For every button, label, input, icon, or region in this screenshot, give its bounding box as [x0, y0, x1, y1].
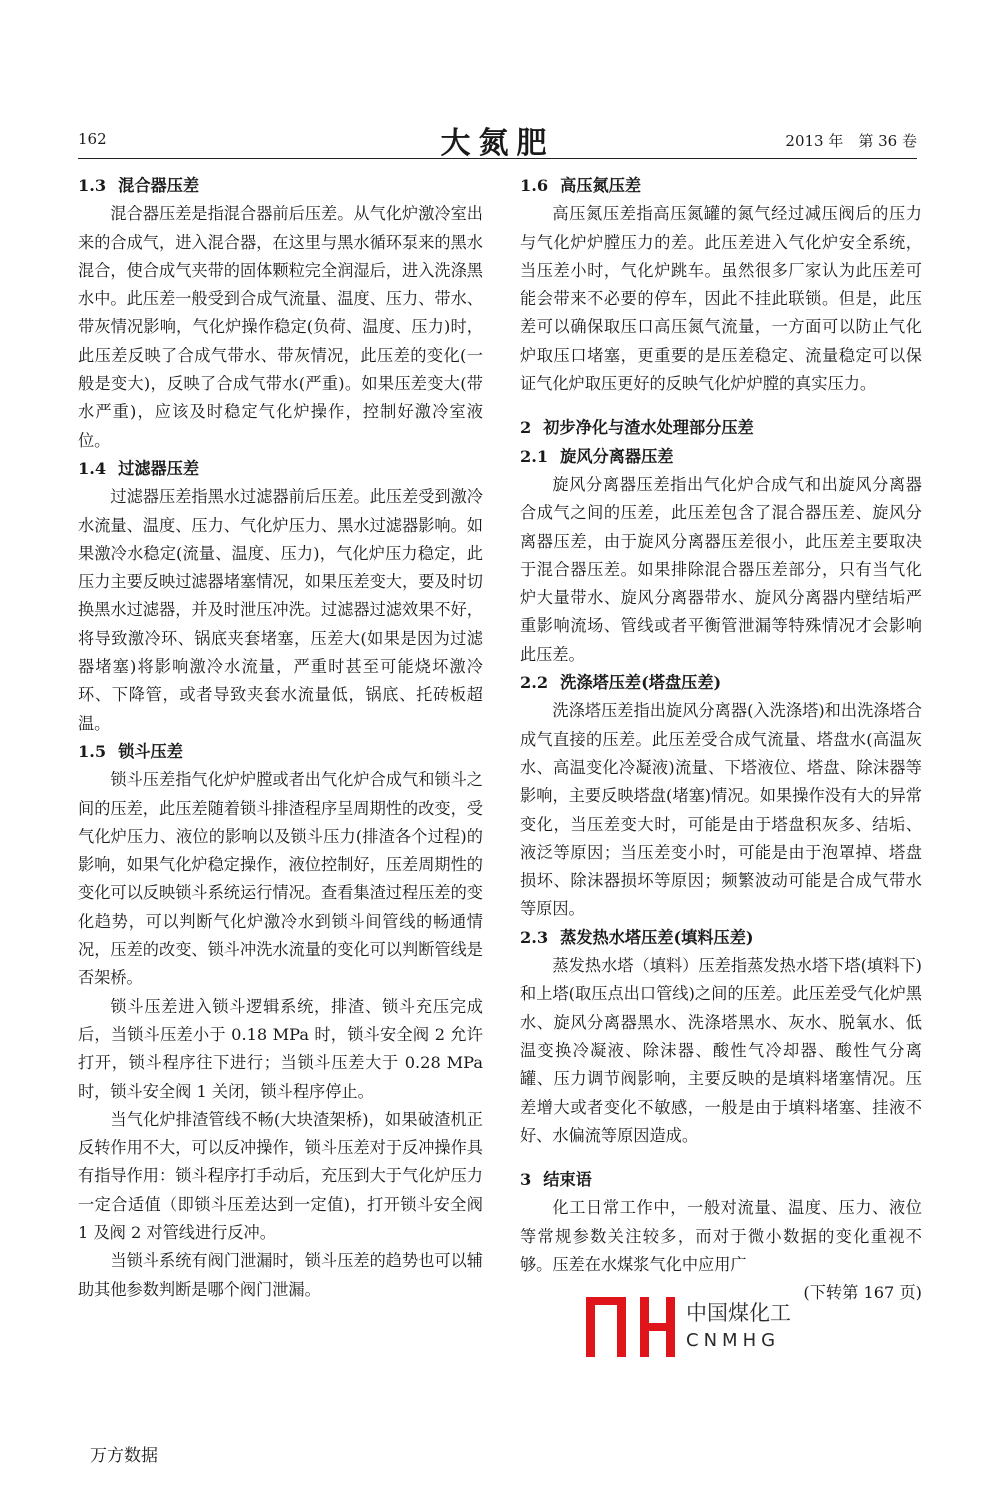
right-column — [520, 172, 922, 1308]
paragraph: 化工日常工作中，一般对流量、温度、压力、液位等常规参数关注较多，而对于微小数据的变化重视不够。压差在水煤浆气化中应用广 — [520, 1198, 922, 1274]
section-heading: 1.3 混合器压差 — [78, 176, 200, 195]
journal-title: 大氮肥 — [440, 126, 555, 161]
section-heading: 2.1 旋风分离器压差 — [520, 446, 674, 466]
paragraph: 旋风分离器压差指出气化炉合成气和出旋风分离器合成气之间的压差，此压差包含了混合器压差、旋风分离器压差，由于旋风分离器压差很小，此压差主要取决于混合器压差。如果排除混合器压差部分，只有当气化炉大量带水、旋风分离器带水、旋风分离器内壁结垢严重影响流场、管线或者平衡管泄漏等特殊情况才会影响此压差。 — [520, 474, 922, 664]
paragraph: 高压氮压差指高压氮罐的氮气经过减压阀后的压力与气化炉炉膛压力的差。此压差进入气化炉安全系统，当压差小时，气化炉跳车。虽然很多厂家认为此压差可能会带来不必要的停车，因此不挂此联锁。但是，此压差可以确保取压口高压氮气流量，一方面可以防止气化炉取压口堵塞，更重要的是压差稳定、流量稳定可以保证气化炉取压更好的反映气化炉炉膛的真实压力。 — [520, 204, 922, 394]
spacer — [520, 398, 922, 414]
continued-note: (下转第 167 页) — [803, 1283, 922, 1303]
section-heading: 2.2 洗涤塔压差(塔盘压差) — [520, 673, 722, 693]
paragraph: 洗涤塔压差指出旋风分离器(入洗涤塔)和出洗涤塔合成气直接的压差。此压差受合成气流量、塔盘水(高温灰水、高温变化冷凝液)流量、下塔液位、塔盘、除沫器等影响，主要反映塔盘(堵塞)情况。如果操作没有大的异常变化，当压差变大时，可能是由于塔盘积灰多、结垢、液泛等原因；当压差变小时，可能是由于泡罩掉、塔盘损坏、除沫器损坏等原因；频繁波动可能是合成气带水等原因。 — [520, 701, 922, 919]
section-heading: 2.3 蒸发热水塔压差(填料压差) — [520, 927, 754, 947]
chapter-heading: 2 初步净化与渣水处理部分压差 — [520, 418, 754, 438]
watermark-cn: 中国煤化工 — [686, 1297, 791, 1327]
left-column — [78, 172, 483, 1304]
paragraph: 锁斗压差指气化炉炉膛或者出气化炉合成气和锁斗之间的压差，此压差随着锁斗排渣程序呈周期性的改变，受气化炉压力、液位的影响以及锁斗压力(排渣各个过程)的影响，如果气化炉稳定操作，液位控制好，压差周期性的变化可以反映锁斗系统运行情况。查看集渣过程压差的变化趋势，可以判断气化炉激冷水到锁斗间管线的畅通情况，压差的改变、锁斗冲洗水流量的变化可以判断管线是否架桥。 — [78, 770, 483, 988]
header-rule — [78, 158, 917, 159]
paragraph: 锁斗压差进入锁斗逻辑系统，排渣、锁斗充压完成后，当锁斗压差小于 0.18 MPa 时，锁斗安全阀 2 允许打开，锁斗程序往下进行；当锁斗压差大于 0.28 MPa 时，锁斗安全阀 1 关闭，锁斗程序停止。 — [78, 996, 483, 1101]
section-heading: 1.5 锁斗压差 — [78, 741, 183, 761]
paragraph: 混合器压差是指混合器前后压差。从气化炉激冷室出来的合成气，进入混合器，在这里与黑水循环泵来的黑水混合，使合成气夹带的固体颗粒完全润湿后，进入洗涤黑水中。此压差一般受到合成气流量、温度、压力、带水、带灰情况影响，气化炉操作稳定(负荷、温度、压力)时，此压差反映了合成气带水、带灰情况，此压差的变化(一般是变大)，反映了合成气带水(严重)。如果压差变大(带水严重)，应该及时稳定气化炉操作，控制好激冷室液位。 — [78, 204, 483, 450]
page-header — [78, 118, 917, 161]
section-heading: 1.4 过滤器压差 — [78, 458, 200, 478]
paragraph: 过滤器压差指黑水过滤器前后压差。此压差受到激冷水流量、温度、压力、气化炉压力、黑水过滤器影响。如果激冷水稳定(流量、温度、压力)，气化炉压力稳定，此压力主要反映过滤器堵塞情况，如果压差变大，要及时切换黑水过滤器，并及时泄压冲洗。过滤器过滤效果不好，将导致激冷环、锅底夹套堵塞，压差大(如果是因为过滤器堵塞)将影响激冷水流量，严重时甚至可能烧坏激冷环、下降管，或者导致夹套水流量低，锅底、托砖板超温。 — [78, 487, 483, 733]
paragraph: 蒸发热水塔（填料）压差指蒸发热水塔下塔(填料下)和上塔(取压点出口管线)之间的压差。此压差受气化炉黑水、旋风分离器黑水、洗涤塔黑水、灰水、脱氧水、低温变换冷凝液、除沫器、酸性气冷却器、酸性气分离罐、压力调节阀影响，主要反映的是填料堵塞情况。压差增大或者变化不敏感，一般是由于填料堵塞、挂液不好、水偏流等原因造成。 — [520, 956, 922, 1145]
year-volume: 2013 年 第 36 卷 — [785, 132, 917, 150]
paragraph: 当锁斗系统有阀门泄漏时，锁斗压差的趋势也可以辅助其他参数判断是哪个阀门泄漏。 — [78, 1251, 483, 1299]
watermark-en: CNMHG — [686, 1330, 781, 1351]
chapter-heading: 3 结束语 — [520, 1170, 592, 1190]
footer-source: 万方数据 — [90, 1446, 158, 1466]
spacer — [520, 1150, 922, 1166]
page-number: 162 — [78, 130, 107, 148]
paragraph: 当气化炉排渣管线不畅(大块渣架桥)，如果破渣机正反转作用不大，可以反冲操作，锁斗压差对于反冲操作具有指导作用：锁斗程序打手动后，充压到大于气化炉压力一定合适值（即锁斗压差达到一定值)，打开锁斗安全阀 1 及阀 2 对管线进行反冲。 — [78, 1109, 483, 1242]
section-heading: 1.6 高压氮压差 — [520, 176, 642, 195]
